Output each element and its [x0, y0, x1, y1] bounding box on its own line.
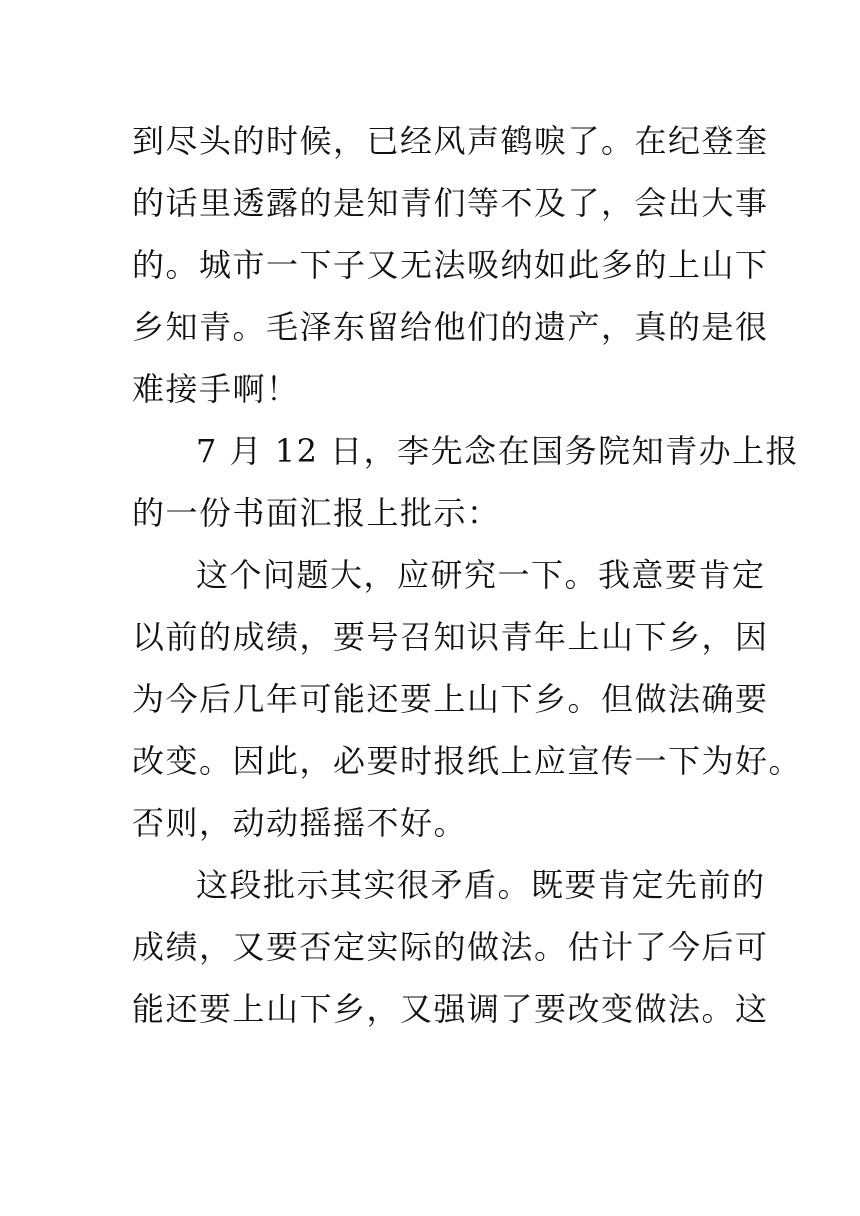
quote-line: 这个问题大，应研究一下。我意要肯定	[196, 556, 766, 594]
text-line: 能还要上山下乡，又强调了要改变做法。这	[132, 990, 769, 1028]
quote-line: 以前的成绩，要号召知识青年上山下乡，因	[132, 618, 769, 656]
text-line: 成绩，又要否定实际的做法。估计了今后可	[132, 928, 769, 966]
quote-line: 否则，动动摇摇不好。	[132, 804, 468, 842]
text-line: 7 月 12 日，李先念在国务院知青办上报	[196, 432, 800, 470]
text-line: 难接手啊！	[132, 370, 300, 408]
text-line: 的话里透露的是知青们等不及了，会出大事	[132, 184, 769, 222]
text-line: 的。城市一下子又无法吸纳如此多的上山下	[132, 246, 769, 284]
text-line: 的一份书面汇报上批示：	[132, 494, 501, 532]
quote-line: 为今后几年可能还要上山下乡。但做法确要	[132, 680, 769, 718]
text-line: 到尽头的时候，已经风声鹤唳了。在纪登奎	[132, 122, 769, 160]
body-text	[132, 110, 803, 1040]
text-line: 乡知青。毛泽东留给他们的遗产，真的是很	[132, 308, 769, 346]
quote-line: 改变。因此，必要时报纸上应宣传一下为好。	[132, 742, 803, 780]
text-line: 这段批示其实很矛盾。既要肯定先前的	[196, 866, 766, 904]
